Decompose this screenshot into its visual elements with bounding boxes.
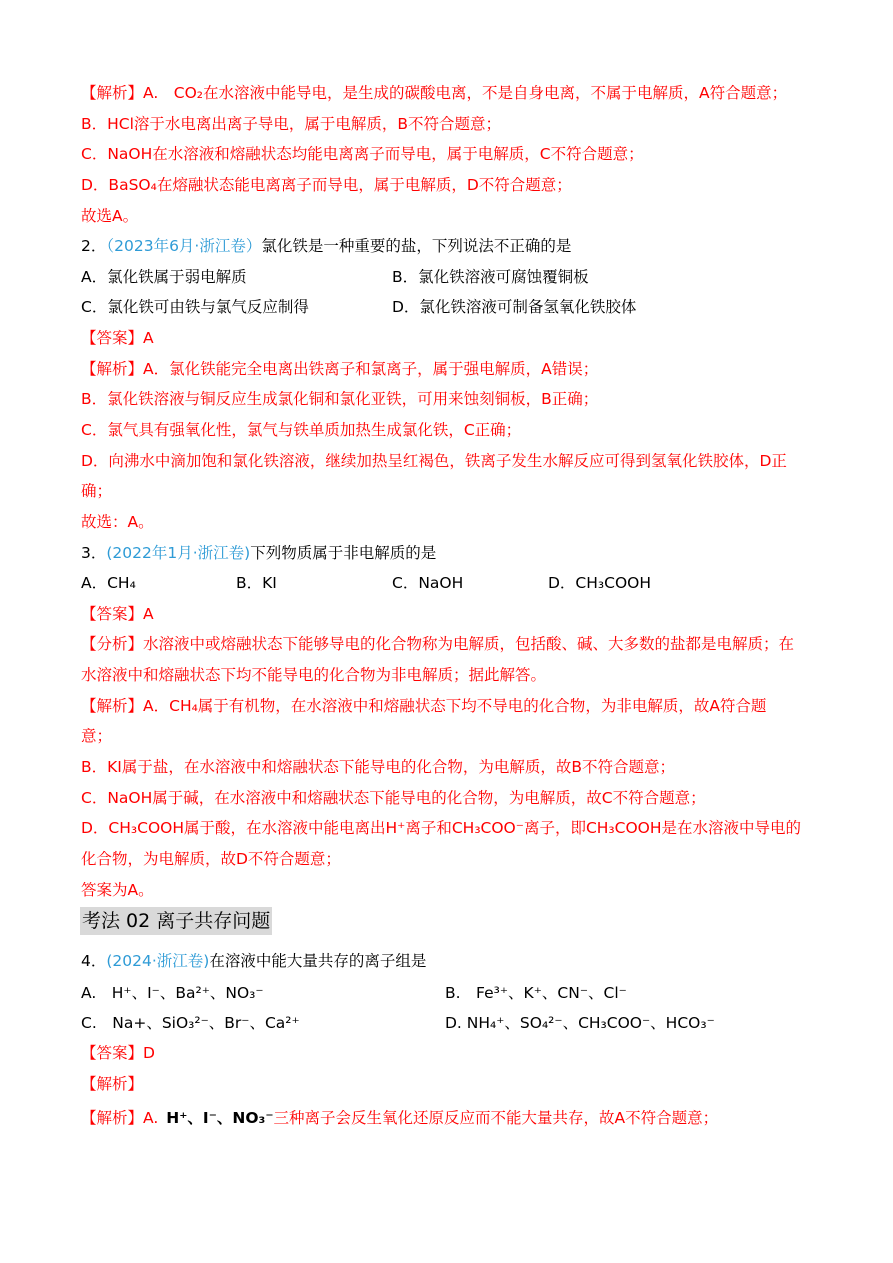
q4-option-b: B. Fe³⁺、K⁺、CN⁻、Cl⁻ xyxy=(445,984,627,1002)
q2-analysis-d-1: D．向沸水中滴加饱和氯化铁溶液，继续加热呈红褐色，铁离子发生水解反应可得到氢氧化铁胶体，D正 xyxy=(81,452,787,470)
q2-option-d: D．氯化铁溶液可制备氢氧化铁胶体 xyxy=(392,298,637,316)
q3-answer-tag: 【答案】 xyxy=(81,605,144,623)
q2-option-b: B．氯化铁溶液可腐蚀覆铜板 xyxy=(392,268,589,286)
s1-conclusion: 故选A。 xyxy=(81,207,139,225)
s1-analysis-a-line xyxy=(81,83,787,103)
q4-jiexi-heading: 【解析】 xyxy=(81,1075,144,1093)
q2-option-c: C．氯化铁可由铁与氯气反应制得 xyxy=(81,298,309,316)
q3-conclusion: 答案为A。 xyxy=(81,881,154,899)
q3-analysis-d-2: 化合物，为电解质，故D不符合题意； xyxy=(81,850,341,868)
q3-option-b: B．KI xyxy=(236,574,277,592)
q2-analysis-a xyxy=(81,359,598,379)
q3-answer-value: A xyxy=(143,605,154,623)
q3-stem: 下列物质属于非电解质的是 xyxy=(250,544,437,562)
q3-number: 3． xyxy=(81,544,107,562)
q4-a-text: 三种离子会反生氧化还原反应而不能大量共存，故A不符合题意； xyxy=(273,1109,719,1127)
s1-analysis-c: C．NaOH在水溶液和熔融状态均能电离离子而导电，属于电解质，C不符合题意； xyxy=(81,145,644,163)
q4-answer xyxy=(81,1043,155,1063)
q4-number: 4． xyxy=(81,952,107,970)
q3-fenxi-tag: 【分析】 xyxy=(81,635,144,653)
q3-analysis-d-1: D．CH₃COOH属于酸，在水溶液中能电离出H⁺离子和CH₃COO⁻离子，即CH₃COOH是在水溶液中导电的 xyxy=(81,819,802,837)
q3-answer xyxy=(81,604,154,624)
s1-analysis-b: B．HCl溶于水电离出离子导电，属于电解质，B不符合题意； xyxy=(81,115,502,133)
q3-option-d: D．CH₃COOH xyxy=(548,574,652,592)
q4-analysis-a xyxy=(81,1108,718,1128)
q4-stem-line xyxy=(81,951,426,971)
q3-jiexi-tag: 【解析】 xyxy=(81,697,144,715)
q2-analysis-d-2: 确； xyxy=(81,482,113,500)
q4-stem: 在溶液中能大量共存的离子组是 xyxy=(209,952,427,970)
q2-option-a: A．氯化铁属于弱电解质 xyxy=(81,268,247,286)
s1-jiexi-tag: 【解析】 xyxy=(81,84,144,102)
q2-answer-tag: 【答案】 xyxy=(81,329,144,347)
q3-analysis-a-2: 意； xyxy=(81,727,113,745)
q4-source: (2024·浙江卷) xyxy=(106,952,210,970)
q3-analysis-b: B．KI属于盐，在水溶液中和熔融状态下能导电的化合物，为电解质，故B不符合题意； xyxy=(81,758,676,776)
q3-fenxi-1 xyxy=(81,634,794,654)
q3-analysis-c: C．NaOH属于碱，在水溶液中和熔融状态下能导电的化合物，为电解质，故C不符合题意； xyxy=(81,789,706,807)
q3-analysis-a-1 xyxy=(81,696,766,716)
q4-a-ions: H⁺、I⁻、NO₃⁻ xyxy=(166,1109,274,1127)
q4-option-d: D. NH₄⁺、SO₄²⁻、CH₃COO⁻、HCO₃⁻ xyxy=(445,1014,715,1032)
q3-fenxi-text: 水溶液中或熔融状态下能够导电的化合物称为电解质，包括酸、碱、大多数的盐都是电解质；在 xyxy=(143,635,795,653)
q3-source: (2022年1月·浙江卷) xyxy=(106,544,251,562)
q2-a-text: A．氯化铁能完全电离出铁离子和氯离子，属于强电解质，A错误； xyxy=(143,360,599,378)
q3-a-text: A．CH₄属于有机物，在水溶液中和熔融状态下均不导电的化合物，为非电解质，故A符合题 xyxy=(143,697,767,715)
q4-jiexi-tag: 【解析】 xyxy=(81,1109,144,1127)
q2-analysis-b: B．氯化铁溶液与铜反应生成氯化铜和氯化亚铁，可用来蚀刻铜板，B正确； xyxy=(81,390,599,408)
q3-fenxi-2: 水溶液中和熔融状态下均不能导电的化合物为非电解质；据此解答。 xyxy=(81,666,547,684)
q2-source: （2023年6月·浙江卷） xyxy=(106,237,262,255)
q4-answer-value: D xyxy=(143,1044,155,1062)
q2-number: 2． xyxy=(81,237,107,255)
q4-option-c: C. Na+、SiO₃²⁻、Br⁻、Ca²⁺ xyxy=(81,1014,300,1032)
q2-stem: 氯化铁是一种重要的盐，下列说法不正确的是 xyxy=(261,237,572,255)
q2-answer xyxy=(81,328,154,348)
q3-stem-line xyxy=(81,543,436,563)
q4-a-prefix: A. xyxy=(143,1109,159,1127)
q2-analysis-c: C．氯气具有强氧化性，氯气与铁单质加热生成氯化铁，C正确； xyxy=(81,421,522,439)
section-heading: 考法 02 离子共存问题 xyxy=(80,907,272,935)
q2-stem-line xyxy=(81,236,571,256)
q2-answer-value: A xyxy=(143,329,154,347)
q4-option-a: A. H⁺、I⁻、Ba²⁺、NO₃⁻ xyxy=(81,984,264,1002)
q4-answer-tag: 【答案】 xyxy=(81,1044,144,1062)
q2-jiexi-tag: 【解析】 xyxy=(81,360,144,378)
q3-option-c: C．NaOH xyxy=(392,574,464,592)
s1-a-text: A. CO₂在水溶液中能导电，是生成的碳酸电离，不是自身电离，不属于电解质，A符合题意； xyxy=(143,84,788,102)
q2-conclusion: 故选：A。 xyxy=(81,513,154,531)
s1-analysis-d: D．BaSO₄在熔融状态能电离离子而导电，属于电解质，D不符合题意； xyxy=(81,176,572,194)
q3-option-a: A．CH₄ xyxy=(81,574,136,592)
